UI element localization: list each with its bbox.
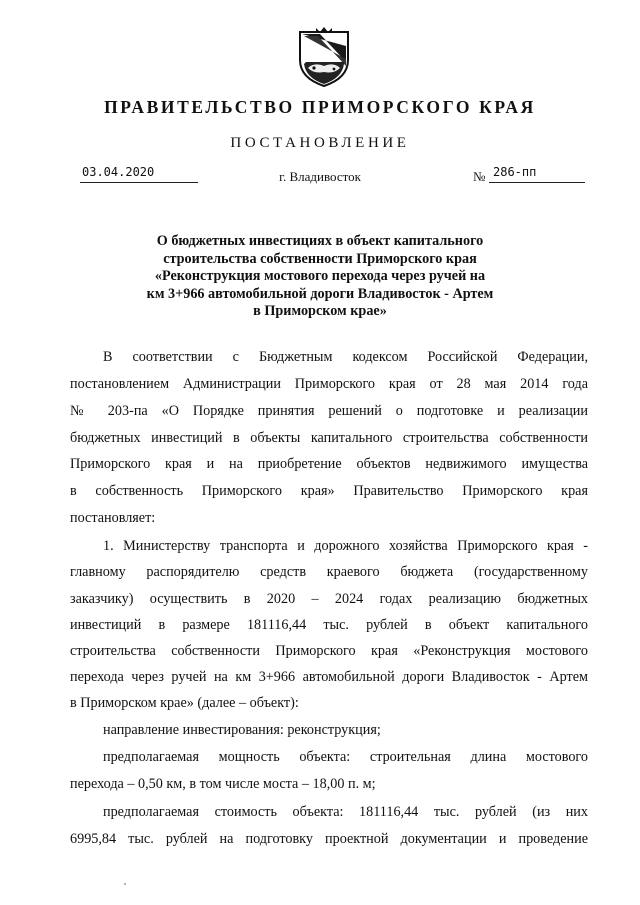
body-line: В соответствии с Бюджетным кодексом Российской Федерации, [103,349,588,365]
body-line: инвестиций в размере 181116,44 тыс. рублей в объект капитального [70,617,588,633]
title-line: «Реконструкция мостового перехода через ручей на [154,268,486,285]
document-type: ПОСТАНОВЛЕНИЕ [230,135,410,151]
body-line: заказчику) осуществить в 2020 – 2024 годах реализацию бюджетных [70,591,588,607]
number-label: № [473,169,486,184]
title-line: О бюджетных инвестициях в объект капитального [156,233,484,249]
government-title: ПРАВИТЕЛЬСТВО ПРИМОРСКОГО КРАЯ [104,97,536,117]
body-line: 1. Министерству транспорта и дорожного хозяйства Приморского края - [103,538,588,554]
coat-of-arms-icon [294,26,354,88]
body-line: главному распорядителю средств краевого бюджета (государственному [70,564,588,580]
decree-number: 286-пп [493,165,537,179]
body-line: 6995,84 тыс. рублей на подготовку проектной документации и проведение [70,831,588,847]
city: г. Владивосток [279,169,361,184]
body-line: строительства собственности Приморского края «Реконструкция мостового [70,643,588,659]
body-line: № 203-па «О Порядке принятия решений о подготовке и реализации [70,403,588,419]
title-line: строительства собственности Приморского края [163,250,477,267]
body-line: направление инвестирования: реконструкция; [103,722,381,738]
body-line: постановляет: [70,510,156,526]
body-line: предполагаемая мощность объекта: строительная длина мостового [103,749,588,765]
body-line: в собственность Приморского края» Правительство Приморского края [70,483,588,499]
document-title [100,233,540,321]
scan-speck [124,883,126,885]
decree-date: 03.04.2020 [82,165,155,179]
body-line: перехода – 0,50 км, в том числе моста – 18,00 п. м; [70,776,376,792]
body-line: в Приморском крае» (далее – объект): [70,695,299,711]
body-line: постановлением Администрации Приморского края от 28 мая 2014 года [70,376,588,392]
body-line: предполагаемая стоимость объекта: 181116,44 тыс. рублей (из них [103,804,588,820]
title-line: км 3+966 автомобильной дороги Владивосток - Артем [146,285,494,302]
body-line: Приморского края и на приобретение объектов недвижимого имущества [70,456,588,472]
decree-meta [0,163,640,189]
body-line: перехода через ручей на км 3+966 автомобильной дороги Владивосток - Артем [70,669,588,685]
number-field [489,163,585,183]
title-line: в Приморском крае» [253,303,387,320]
body-line: бюджетных инвестиций в объекты капитального строительства собственности [70,430,588,446]
